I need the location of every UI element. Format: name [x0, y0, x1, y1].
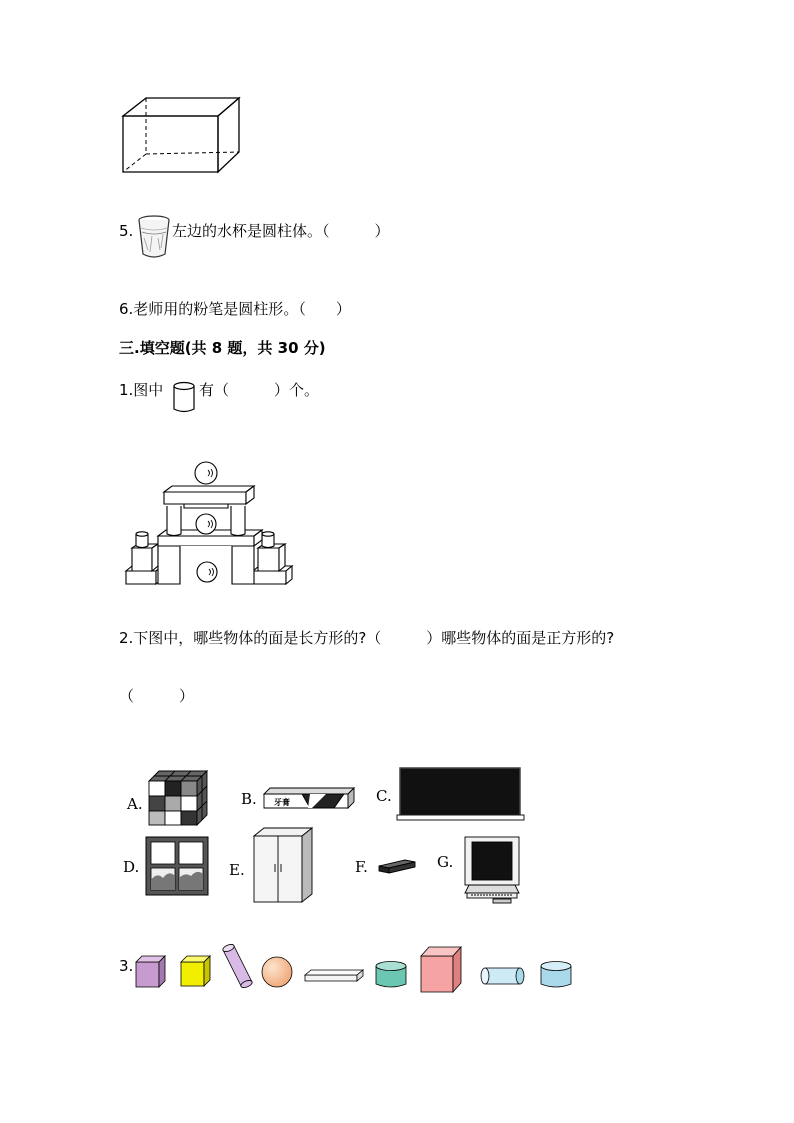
q5-number: 5. [119, 222, 134, 240]
glass-cup-icon [136, 214, 172, 260]
section-title: 三.填空题(共 8 题，共 30 分) [119, 339, 326, 357]
option-g-label: G. [437, 853, 454, 871]
light-blue-cylinder-icon [541, 962, 571, 988]
option-b-label: B. [241, 790, 257, 808]
fill2-answer-blank: （ ） [119, 687, 195, 705]
window-icon [145, 836, 209, 896]
cabinet-icon [252, 826, 316, 904]
cuboid-figure [118, 94, 246, 178]
q5-text: 左边的水杯是圆柱体。（ ） [172, 222, 390, 240]
yellow-cube-icon [181, 956, 210, 986]
option-a-label: A. [127, 795, 143, 813]
blackboard-icon [397, 766, 525, 822]
peach-sphere-icon [262, 957, 292, 987]
option-d-label: D. [123, 858, 140, 876]
pink-cube-icon [421, 947, 461, 992]
cylinder-icon [172, 381, 196, 414]
fill1-suffix: 有（ ）个。 [199, 381, 320, 399]
lavender-cylinder-icon [222, 943, 253, 989]
rubiks-cube-icon [147, 769, 209, 827]
eraser-icon [377, 856, 417, 876]
toothpaste-label: 牙膏 [274, 798, 290, 807]
fill3-number: 3. [119, 957, 134, 975]
light-blue-tube-icon [481, 968, 524, 984]
block-structure-figure [122, 456, 297, 588]
option-c-label: C. [376, 787, 392, 805]
teal-cylinder-icon [376, 962, 406, 988]
q6-text: 6.老师用的粉笔是圆柱形。（ ） [119, 300, 351, 318]
toothpaste-box-icon [264, 786, 356, 810]
option-e-label: E. [229, 861, 245, 879]
fill1-prefix: 1.图中 [119, 381, 164, 399]
monitor-icon [463, 835, 523, 905]
option-f-label: F. [355, 858, 368, 876]
purple-cube-icon [136, 956, 165, 987]
colored-shapes-row [133, 940, 578, 996]
fill2-question: 2.下图中，哪些物体的面是长方形的?（ ）哪些物体的面是正方形的? [119, 629, 615, 647]
flat-prism-icon [305, 970, 363, 981]
